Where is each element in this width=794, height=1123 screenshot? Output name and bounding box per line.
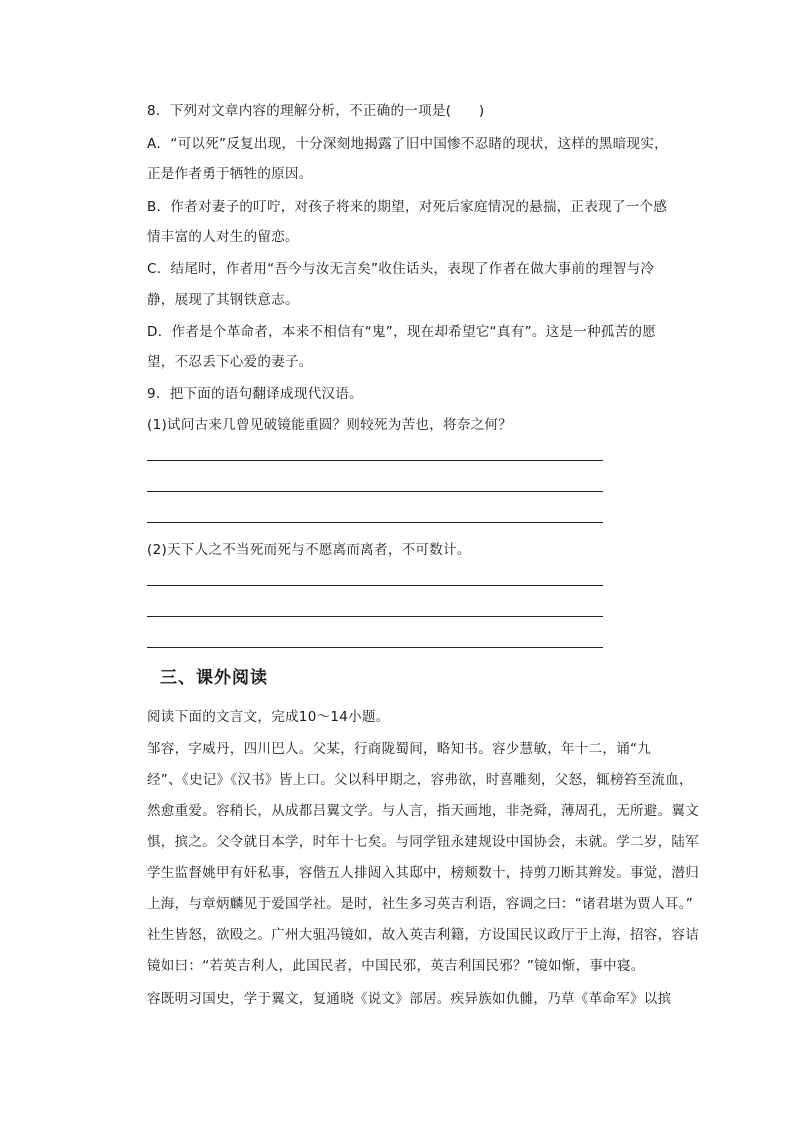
answer-line: [147, 616, 603, 617]
question-8-option-d: D．作者是个革命者，本来不相信有“鬼”，现在却希望它“真有”。这是一种孤苦的愿: [147, 324, 657, 340]
passage-line: 惧，摈之。父令就日本学，时年十七矣。与同学钮永建规设中国协会，未就。学二岁，陆军: [147, 834, 699, 850]
question-8-option-a-cont: 正是作者勇于牺牲的原因。: [147, 166, 313, 182]
passage-line: 镜如曰：“若英吉利人，此国民者，中国民邪，英吉利国民邪？”镜如惭，事中寝。: [147, 958, 645, 974]
passage-line: 邹容，字威丹，四川巴人。父某，行商陇蜀间，略知书。容少慧敏，年十二，诵“九: [147, 741, 652, 757]
passage-line: 上海，与章炳麟见于爱国学社。是时，社生多习英吉利语，容调之曰：“诸君堪为贾人耳。”: [147, 896, 694, 912]
answer-line: [147, 647, 603, 648]
section-heading: 三、课外阅读: [160, 668, 268, 688]
question-9-stem: 9．把下面的语句翻译成现代汉语。: [147, 386, 363, 402]
question-8-option-b-cont: 情丰富的人对生的留恋。: [147, 229, 299, 245]
passage-line: 容既明习国史，学于翼文，复通晓《说文》部居。疾异族如仇雠，乃草《革命军》以摈: [147, 991, 672, 1007]
answer-line: [147, 491, 603, 492]
question-8-option-d-cont: 望，不忍丢下心爱的妻子。: [147, 354, 313, 370]
question-8-option-c-cont: 静，展现了其钢铁意志。: [147, 292, 299, 308]
question-8-option-b: B．作者对妻子的叮咛，对孩子将来的期望，对死后家庭情况的悬揣，正表现了一个感: [147, 199, 668, 215]
question-8-option-a: A．“可以死”反复出现，十分深刻地揭露了旧中国惨不忍睹的现状，这样的黑暗现实，: [147, 136, 668, 152]
question-8-option-c: C．结尾时，作者用“吾今与汝无言矣”收住话头，表现了作者在做大事前的理智与冷: [147, 261, 655, 277]
passage-line: 社生皆怒，欲殴之。广州大驵冯镜如，故入英吉利籍，方设国民议政厅于上海，招容，容诘: [147, 927, 699, 943]
passage-line: 然愈重爱。容稍长，从成都吕翼文学。与人言，指天画地，非尧舜，薄周孔，无所避。翼文: [147, 803, 699, 819]
question-9-sentence-2: (2)天下人之不当死而死与不愿离而离者，不可数计。: [147, 542, 471, 558]
answer-line: [147, 522, 603, 523]
passage-line: 经”、《史记》《汉书》皆上口。父以科甲期之，容弗欲，时喜雕刻，父怒，辄榜笞至流血，: [147, 772, 693, 788]
passage-line: 学生监督姚甲有奸私事，容偕五人排闼入其邸中，榜颊数十，持剪刀断其辫发。事觉，潜归: [147, 865, 699, 881]
answer-line: [147, 460, 603, 461]
section-intro: 阅读下面的文言文，完成10～14小题。: [147, 709, 390, 725]
question-8-stem: 8．下列对文章内容的理解分析，不正确的一项是( ): [147, 103, 485, 119]
answer-line: [147, 585, 603, 586]
question-9-sentence-1: (1)试问古来几曾见破镜能重圆？则较死为苦也，将奈之何？: [147, 417, 513, 433]
